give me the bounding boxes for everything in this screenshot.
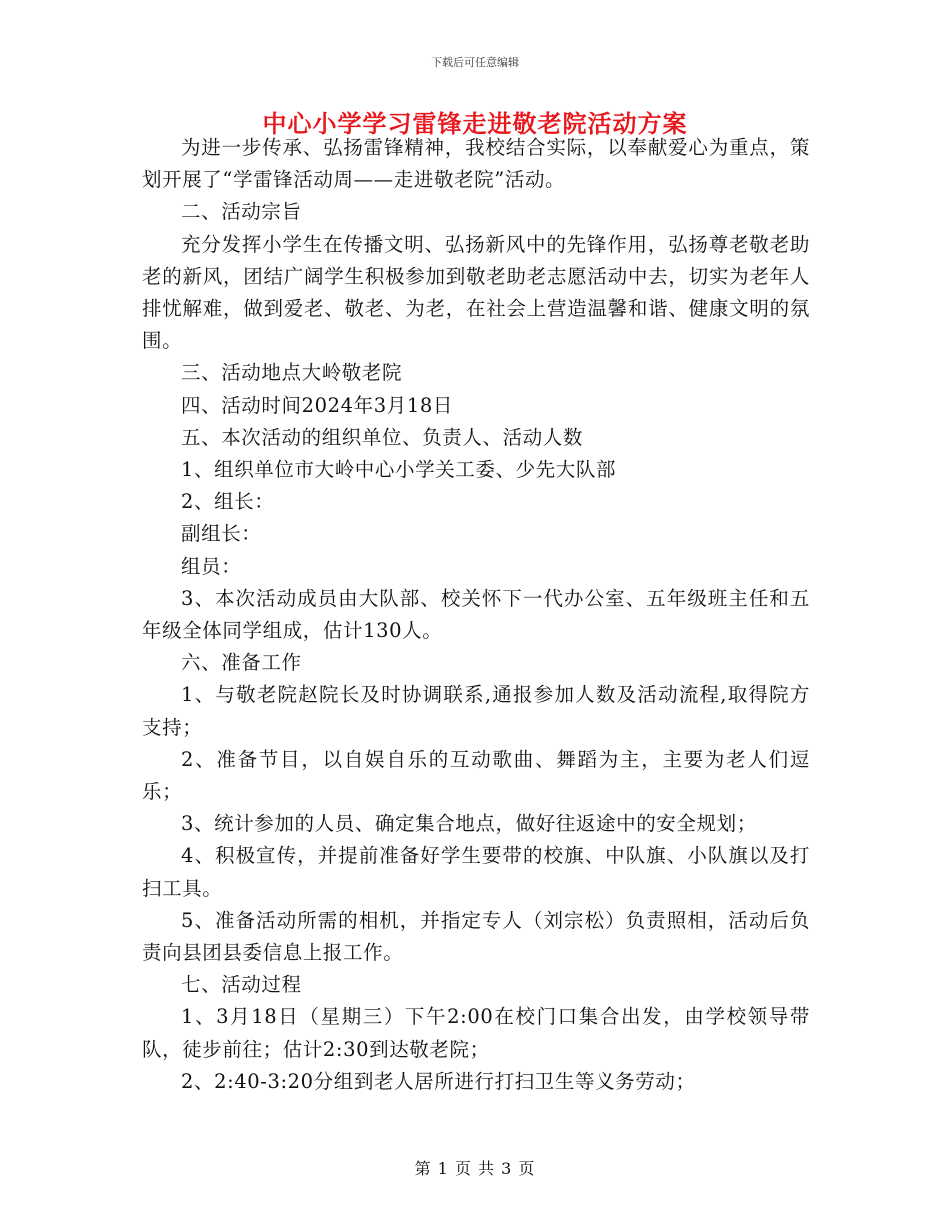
prep-item-3: 3、统计参加的人员、确定集合地点，做好往返途中的安全规划； [181,812,757,836]
prep-item-5: 5、准备活动所需的相机，并指定专人（刘宗松）负责照相，活动后负责向县团县委信息上报工作。 [142,908,810,965]
prep-item-1: 1、与敬老院赵院长及时协调联系,通报参加人数及活动流程,取得院方支持； [142,683,810,739]
document-title: 中心小学学习雷锋走进敬老院活动方案 [262,109,688,138]
process-item-1: 1、3月18日（星期三）下午2:00在校门口集合出发，由学校领导带队，徒步前往；估计2:30到达敬老院； [142,1005,810,1061]
page-footer: 第 1 页 共 3 页 [414,1159,536,1178]
org-item-unit: 1、组织单位市大岭中心小学关工委、少先大队部 [181,458,617,482]
paragraph-purpose: 充分发挥小学生在传播文明、弘扬新风中的先锋作用，弘扬尊老敬老助老的新风，团结广阔学生积极参加到敬老助老志愿活动中去，切实为老年人排忧解难，做到爱老、敬老、为老，在社会上营造温馨和谐、健康文明的氛围。 [142,232,810,353]
section-heading-preparation: 六、准备工作 [181,651,302,675]
process-item-2: 2、2:40-3:20分组到老人居所进行打扫卫生等义务劳动； [181,1069,696,1093]
header-note: 下载后可任意编辑 [431,56,519,69]
org-item-members: 组员： [181,554,242,578]
paragraph-intro: 为进一步传承、弘扬雷锋精神，我校结合实际，以奉献爱心为重点，策划开展了“学雷锋活动周——走进敬老院”活动。 [142,136,810,192]
prep-item-2: 2、准备节目，以自娱自乐的互动歌曲、舞蹈为主，主要为老人们逗乐； [142,747,810,804]
document-body [142,132,810,1098]
org-item-deputy-leader: 副组长： [181,522,262,546]
org-item-participants: 3、本次活动成员由大队部、校关怀下一代办公室、五年级班主任和五年级全体同学组成，估计130人。 [142,586,810,643]
section-heading-process: 七、活动过程 [181,973,302,997]
section-heading-location: 三、活动地点大岭敬老院 [181,361,403,385]
section-heading-organization: 五、本次活动的组织单位、负责人、活动人数 [181,425,584,449]
org-item-leader: 2、组长： [181,490,275,514]
section-heading-purpose: 二、活动宗旨 [181,200,302,224]
prep-item-4: 4、积极宣传，并提前准备好学生要带的校旗、中队旗、小队旗以及打扫工具。 [142,844,810,900]
section-heading-time: 四、活动时间2024年3月18日 [181,393,453,417]
